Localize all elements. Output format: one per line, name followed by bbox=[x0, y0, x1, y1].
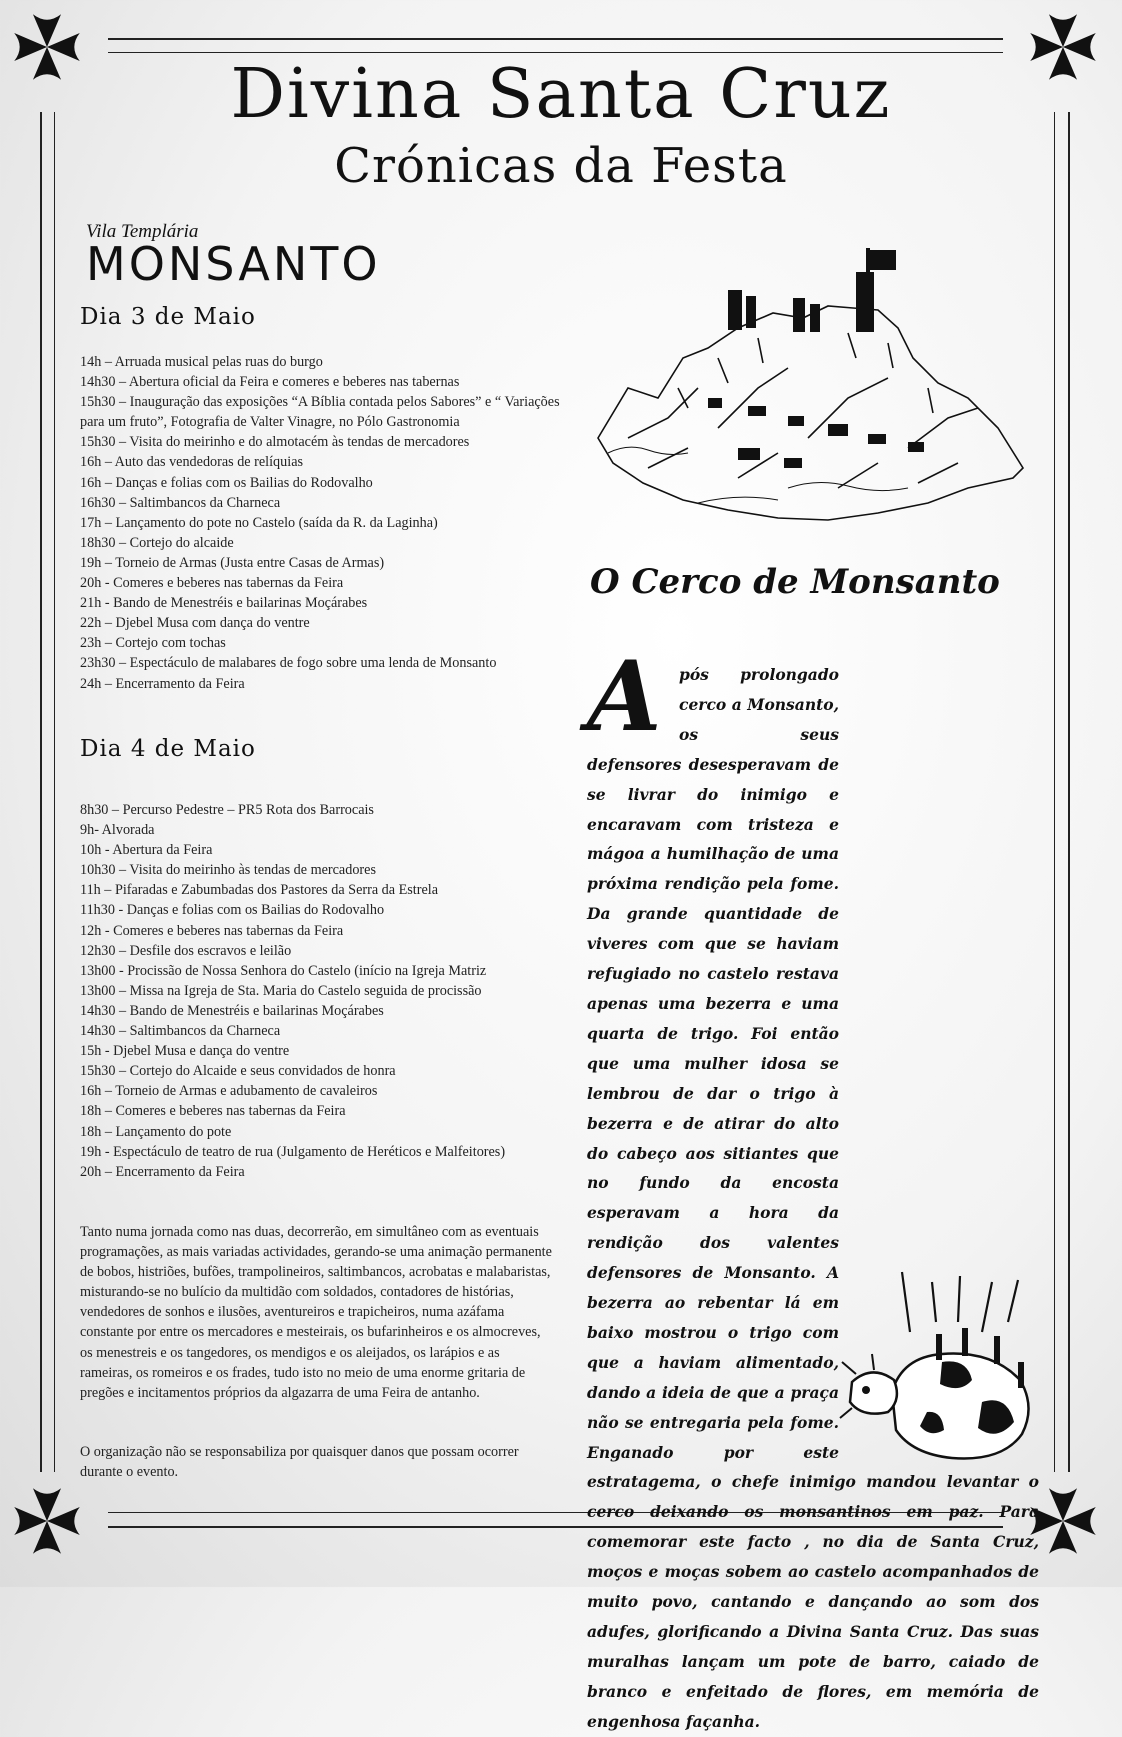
location-label: Vila Templária bbox=[86, 221, 199, 242]
frame-left-line-1 bbox=[40, 112, 42, 1472]
schedule-item: 15h - Djebel Musa e dança do ventre bbox=[80, 1043, 290, 1060]
templar-cross-icon bbox=[8, 1482, 86, 1560]
page-title: Divina Santa Cruz bbox=[230, 55, 892, 134]
schedule-item: 10h30 – Visita do meirinho às tendas de mercadores bbox=[80, 862, 376, 879]
location-name: MONSANTO bbox=[86, 237, 381, 291]
disclaimer: O organização não se responsabiliza por quaisquer danos que possam ocorrer durante o evento. bbox=[80, 1444, 519, 1481]
schedule-item: 10h - Abertura da Feira bbox=[80, 842, 213, 859]
schedule-item: 16h30 – Saltimbancos da Charneca bbox=[80, 494, 281, 511]
story-text: pós prolongado cerco a Monsanto, os seus defensores desesperavam de se livrar do inimigo e encaravam com tristeza e mágoa a humilhação de uma próxima rendição pela fome. Da grande quantidade de viveres com que se haviam refugiado no castelo restava apenas uma bezerra e uma quarta de trigo. Foi então que uma mulher idosa se lembrou de dar o trigo à bezerra e de atirar do alto do cabeço aos sitiantes que no fundo da encosta esperavam a hora da rendição dos valentes defensores de Monsanto. A bezerra ao rebentar lá em baixo mostrou o trigo com que a haviam alimentado, dando a ideia de que a praça não se entregaria pela fome. Enganado por este estratagema, o chefe inimigo mandou levantar o cerco deixando os monsantinos em paz. Para comemorar este facto , no dia de Santa Cruz, moços e moças sobem ao castelo acompanhados de muito povo, cantando e dançando ao som dos adufes, glorificando a Divina Santa Cruz. Das suas muralhas lançam um pote de barro, caiado de branco e enfeitado de flores, em memória de engenhosa façanha. bbox=[587, 665, 1039, 1731]
schedule-item: 18h30 – Cortejo do alcaide bbox=[80, 534, 234, 551]
activities-description: Tanto numa jornada como nas duas, decorrerão, em simultâneo com as eventuais programações, as mais variadas actividades, gerando-se uma animação permanente de bobos, histriões, bufões, trampolineiros, saltimbancos, acrobatas e malabaristas, misturando-se no bulício da multidão com soldados, contadores de histórias, vendedores de sonhos e ilusões, aventureiros e trapicheiros, numa azáfama constante por entre os mercadores e mesteirais, os bufarinheiros e os almocreves, os menestreis e os tangedores, os mendigos e os aleijados, os larápios e as rameiras, os romeiros e os frades, tudo isto no meio de uma enorme gritaria de pregões e incitamentos próprios da algazarra de uma Feira de antanho. bbox=[80, 1224, 552, 1401]
schedule-item: 8h30 – Percurso Pedestre – PR5 Rota dos Barrocais bbox=[80, 802, 374, 818]
schedule-item: 14h – Arruada musical pelas ruas do burgo bbox=[80, 354, 323, 370]
castle-on-hill-illustration bbox=[588, 238, 1030, 534]
schedule-item: 16h – Auto das vendedoras de relíquias bbox=[80, 454, 304, 471]
schedule-item: 20h – Encerramento da Feira bbox=[80, 1163, 245, 1180]
schedule-item: 13h00 – Missa na Igreja de Sta. Maria do Castelo seguida de procissão bbox=[80, 982, 482, 999]
frame-right-line-1 bbox=[1054, 112, 1055, 1472]
schedule-item: 24h – Encerramento da Feira bbox=[80, 675, 245, 692]
schedule-item: 22h – Djebel Musa com dança do ventre bbox=[80, 615, 310, 632]
frame-top-line-1 bbox=[108, 38, 1003, 40]
schedule-item: 14h30 – Bando de Menestréis e bailarinas Moçárabes bbox=[80, 1002, 384, 1019]
schedule-item: 9h- Alvorada bbox=[80, 822, 155, 839]
schedule-item: 21h - Bando de Menestréis e bailarinas Moçárabes bbox=[80, 595, 368, 612]
schedule-item: 15h30 – Inauguração das exposições “A Bíblia contada pelos Sabores” e “ Variações para um fruto”, Fotografia de Valter Vinagre, no Pólo Gastronomia bbox=[80, 394, 560, 431]
schedule-item: 15h30 – Cortejo do Alcaide e seus convidados de honra bbox=[80, 1063, 396, 1080]
schedule-item: 12h30 – Desfile dos escravos e leilão bbox=[80, 942, 292, 959]
frame-top-line-2 bbox=[108, 52, 1003, 53]
falling-calf-illustration bbox=[832, 1262, 1042, 1472]
frame-right-line-2 bbox=[1068, 112, 1070, 1472]
schedule-item: 15h30 – Visita do meirinho e do almotacém às tendas de mercadores bbox=[80, 434, 470, 451]
schedule-item: 11h – Pifaradas e Zabumbadas dos Pastores da Serra da Estrela bbox=[80, 882, 438, 899]
story-title: O Cerco de Monsanto bbox=[590, 562, 1000, 602]
schedule-item: 14h30 – Abertura oficial da Feira e comeres e beberes nas tabernas bbox=[80, 374, 460, 391]
day1-schedule bbox=[80, 352, 560, 694]
schedule-item: 23h30 – Espectáculo de malabares de fogo sobre uma lenda de Monsanto bbox=[80, 655, 497, 672]
schedule-item: 18h – Lançamento do pote bbox=[80, 1123, 232, 1140]
schedule-item: 16h – Torneio de Armas e adubamento de cavaleiros bbox=[80, 1083, 378, 1100]
schedule-item: 18h – Comeres e beberes nas tabernas da Feira bbox=[80, 1103, 346, 1120]
day2-schedule bbox=[80, 800, 560, 1182]
schedule-item: 14h30 – Saltimbancos da Charneca bbox=[80, 1023, 281, 1040]
schedule-item: 23h – Cortejo com tochas bbox=[80, 635, 226, 652]
day1-heading: Dia 3 de Maio bbox=[80, 304, 256, 330]
schedule-item: 20h - Comeres e beberes nas tabernas da Feira bbox=[80, 575, 344, 592]
schedule-item: 16h – Danças e folias com os Bailias do Rodovalho bbox=[80, 474, 373, 491]
schedule-item: 17h – Lançamento do pote no Castelo (saída da R. da Laginha) bbox=[80, 514, 438, 531]
schedule-item: 12h - Comeres e beberes nas tabernas da Feira bbox=[80, 922, 344, 939]
day2-heading: Dia 4 de Maio bbox=[80, 736, 256, 762]
schedule-item: 19h - Espectáculo de teatro de rua (Julgamento de Heréticos e Malfeitores) bbox=[80, 1143, 506, 1160]
frame-left-line-2 bbox=[54, 112, 55, 1472]
schedule-item: 13h00 - Procissão de Nossa Senhora do Castelo (início na Igreja Matriz bbox=[80, 962, 487, 979]
story-drop-cap: A bbox=[587, 640, 662, 753]
schedule-item: 19h – Torneio de Armas (Justa entre Casas de Armas) bbox=[80, 554, 385, 571]
schedule-item: 11h30 - Danças e folias com os Bailias do Rodovalho bbox=[80, 902, 385, 919]
page-subtitle: Crónicas da Festa bbox=[334, 138, 788, 194]
